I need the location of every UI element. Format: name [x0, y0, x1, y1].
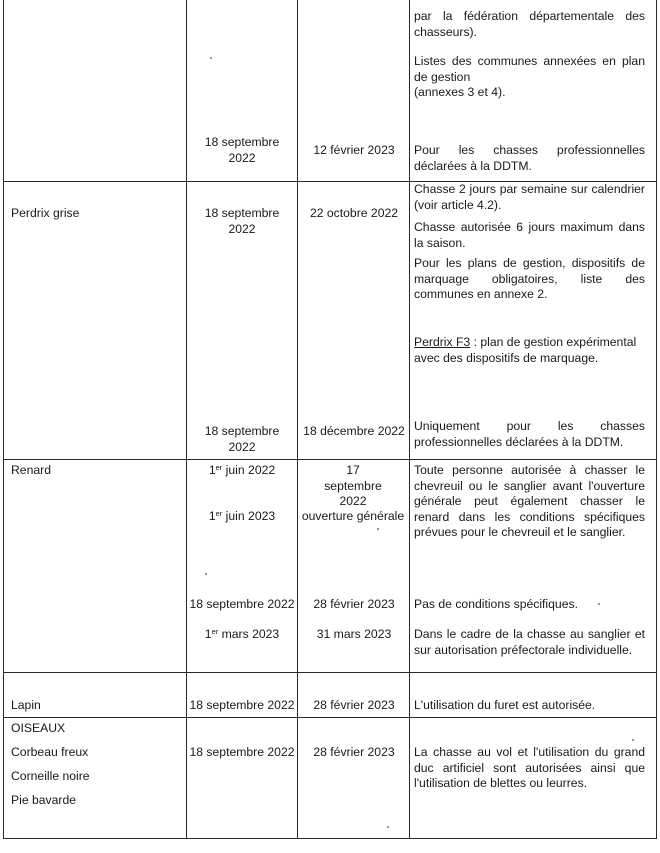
closing-date: 28 février 2023 [313, 698, 395, 712]
comment-cell: L'utilisation du furet est autorisée. [414, 698, 596, 712]
comment-cell: Pas de conditions spécifiques. [414, 597, 578, 611]
f3-note: Perdrix F3 : plan de gestion expérimental avec des dispositifs de marquage. [414, 335, 637, 365]
opening-date: 18 septembre 2022 [204, 424, 280, 454]
scan-speck [598, 603, 600, 605]
group-heading: OISEAUX [11, 721, 66, 735]
row-divider [3, 672, 657, 673]
opening-date: 18 septembre 2022 [189, 745, 295, 759]
scan-speck [387, 826, 389, 828]
column-border-species [186, 0, 187, 839]
scan-speck [377, 528, 379, 530]
comment-cell: Uniquement pour les chasses professionnelles déclarées à la DDTM. [414, 419, 645, 449]
annex-note: Listes des communes annexées en plan de gestion (annexes 3 et 4). [414, 54, 645, 99]
row-divider [3, 459, 657, 460]
closing-date: 31 mars 2023 [316, 627, 392, 641]
opening-date: 18 septembre 2022 [204, 206, 280, 236]
comment-cell: par la fédération départementale des chasseurs). [414, 9, 645, 39]
closing-date: 17 septembre 2022 [324, 463, 382, 508]
closing-date: 28 février 2023 [313, 745, 395, 759]
comment-cell: Chasse 2 jours par semaine sur calendrier (voir article 4.2). [414, 182, 645, 212]
row-divider [3, 717, 657, 718]
species-name: Corneille noire [11, 769, 90, 783]
species-name: Perdrix grise [11, 206, 80, 220]
closing-date: 18 décembre 2022 [303, 424, 405, 438]
comment-cell: Pour les chasses professionnelles déclarées à la DDTM. [414, 143, 645, 173]
opening-date: 18 septembre 2022 [189, 597, 295, 611]
column-border-closing [409, 0, 410, 839]
closing-date: 22 octobre 2022 [309, 206, 399, 220]
opening-date: 1er juin 2023 [208, 509, 276, 523]
comment-cell: Chasse autorisée 6 jours maximum dans la saison. [414, 220, 645, 250]
species-name: Corbeau freux [11, 745, 89, 759]
opening-date: 1er mars 2023 [204, 627, 280, 641]
opening-date: 1er juin 2022 [208, 463, 276, 477]
closing-date: ouverture générale [301, 509, 405, 523]
comment-cell: Toute personne autorisée à chasser le chevreuil ou le sanglier avant l'ouverture générale peut également chasser le renard dans les conditions spécifiques prévues pour le chevreuil et le sanglier. [414, 463, 645, 539]
scan-speck [205, 573, 207, 575]
comment-cell: Dans le cadre de la chasse au sanglier et sur autorisation préfectorale individuelle. [414, 627, 645, 657]
column-border-opening [297, 0, 298, 839]
opening-date: 18 septembre 2022 [189, 698, 295, 712]
species-name: Lapin [11, 698, 41, 712]
opening-date: 18 septembre 2022 [204, 135, 280, 165]
comment-cell: La chasse au vol et l'utilisation du grand duc artificiel sont autorisées ainsi que l'utilisation de blettes ou leurres. [414, 745, 645, 790]
row-divider [3, 838, 657, 839]
column-border-left [3, 0, 4, 839]
closing-date: 28 février 2023 [313, 597, 395, 611]
scan-speck [210, 57, 212, 59]
species-name: Renard [11, 463, 51, 477]
scan-speck [632, 739, 634, 741]
closing-date: 12 février 2023 [313, 143, 395, 157]
comment-cell: Pour les plans de gestion, dispositifs de marquage obligatoires, liste des communes en annexe 2. [414, 256, 645, 301]
f3-label: Perdrix F3 [414, 335, 471, 349]
species-name: Pie bavarde [11, 793, 77, 807]
column-border-right [656, 0, 657, 839]
